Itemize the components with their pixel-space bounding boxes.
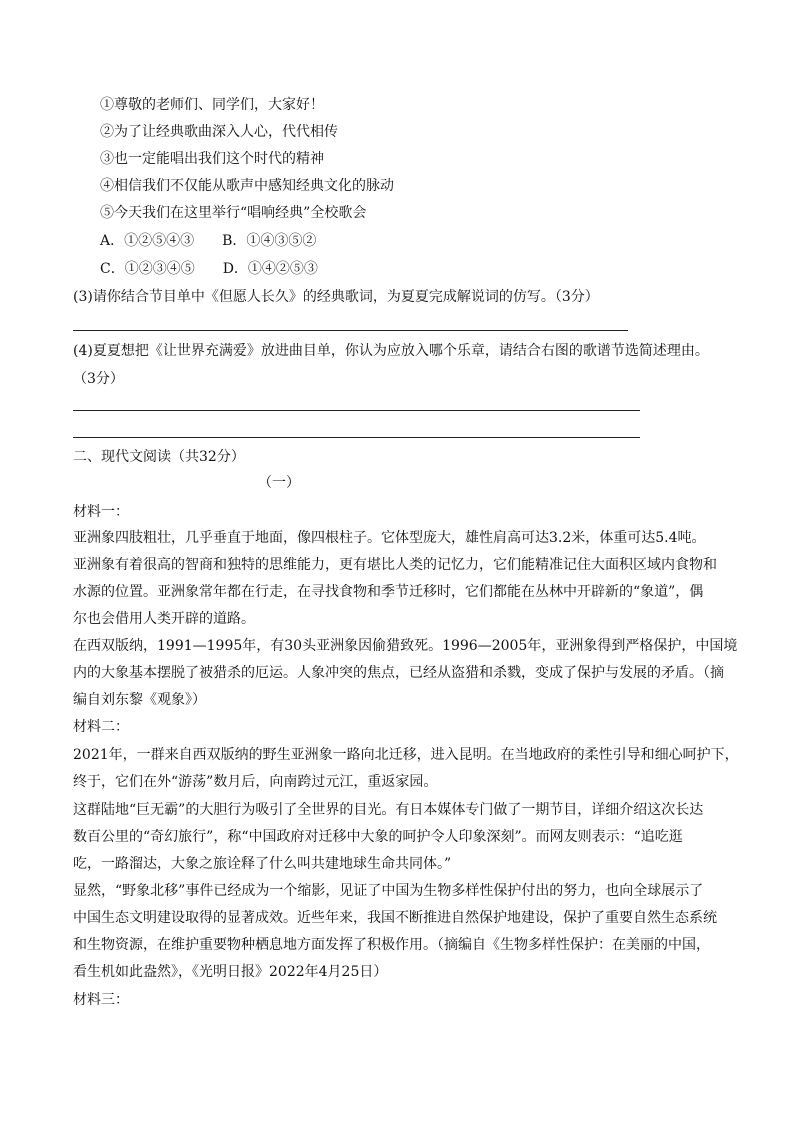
question-4-score: （3分）: [73, 371, 124, 387]
answer-options-row-2: C．①②③④⑤ D．①④②⑤③: [100, 261, 318, 277]
answer-line-q3: [73, 330, 628, 331]
material-1-line: 亚洲象有着很高的智商和独特的思维能力，更有堪比人类的记忆力，它们能精准记住大面积区域内食物和: [73, 557, 717, 573]
material-1-line: 水源的位置。亚洲象常年都在行走，在寻找食物和季节迁移时，它们都能在丛林中开辟新的“象道”，偶: [73, 584, 704, 600]
material-1-line: 在西双版纳，1991—1995年，有30头亚洲象因偷猎致死。1996—2005年，亚洲象得到严格保护，中国境: [73, 638, 738, 654]
material-1-label: 材料一：: [73, 504, 129, 520]
section-heading: 二、现代文阅读（共32分）: [73, 449, 245, 465]
material-1-line: 内的大象基本摆脱了被猎杀的厄运。人象冲突的焦点，已经从盗猎和杀戮，变成了保护与发展的矛盾。（摘: [73, 665, 724, 681]
question-3: (3)请你结合节目单中《但愿人长久》的经典歌词，为夏夏完成解说词的仿写。（3分）: [73, 289, 599, 305]
material-1-line: 亚洲象四肢粗壮，几乎垂直于地面，像四根柱子。它体型庞大，雄性肩高可达3.2米，体重可达5.4吨。: [73, 530, 706, 546]
material-2-line: 中国生态文明建设取得的显著成效。近些年来，我国不断推进自然保护地建设，保护了重要自然生态系统: [73, 910, 717, 926]
material-1-line: 尔也会借用人类开辟的道路。: [73, 611, 255, 627]
material-2-line: 吃，一路溜达，大象之旅诠释了什么叫共建地球生命共同体。”: [73, 856, 452, 872]
material-2-line: 看生机如此盎然》，《光明日报》2022年4月25日）: [73, 964, 388, 980]
section-subheading: （一）: [258, 475, 300, 491]
sentence-item-3: ③也一定能唱出我们这个时代的精神: [100, 151, 324, 167]
answer-options-row-1: A．①②⑤④③ B．①④③⑤②: [100, 233, 317, 249]
question-4: (4)夏夏想把《让世界充满爱》放进曲目单，你认为应放入哪个乐章，请结合右图的歌谱节选简述理由。: [73, 343, 709, 359]
material-2-line: 这群陆地“巨无霸”的大胆行为吸引了全世界的目光。有日本媒体专门做了一期节目，详细介绍这次长达: [73, 802, 704, 818]
material-1-line: 编自刘东黎《观象》）: [73, 692, 206, 708]
sentence-item-4: ④相信我们不仅能从歌声中感知经典文化的脉动: [100, 178, 394, 194]
sentence-item-2: ②为了让经典歌曲深入人心，代代相传: [100, 124, 338, 140]
material-3-label: 材料三：: [73, 992, 129, 1008]
material-2-line: 和生物资源，在维护重要物种栖息地方面发挥了积极作用。（摘编自《生物多样性保护：在美丽的中国，: [73, 937, 710, 953]
sentence-item-1: ①尊敬的老师们、同学们，大家好！: [100, 97, 324, 113]
material-2-line: 终于，它们在外“游荡”数月后，向南跨过元江，重返家园。: [73, 774, 438, 790]
material-2-line: 显然，“野象北移”事件已经成为一个缩影，见证了中国为生物多样性保护付出的努力，也向全球展示了: [73, 883, 704, 899]
material-2-line: 2021年，一群来自西双版纳的野生亚洲象一路向北迁移，进入昆明。在当地政府的柔性引导和细心呵护下，: [73, 747, 739, 763]
answer-line-q4-1: [73, 410, 640, 411]
sentence-item-5: ⑤今天我们在这里举行“唱响经典”全校歌会: [100, 205, 367, 221]
material-2-line: 数百公里的“奇幻旅行”，称“中国政府对迁移中大象的呵护令人印象深刻”。而网友则表示：“追吃逛: [73, 829, 683, 845]
material-2-label: 材料二：: [73, 719, 129, 735]
answer-line-q4-2: [73, 437, 640, 438]
